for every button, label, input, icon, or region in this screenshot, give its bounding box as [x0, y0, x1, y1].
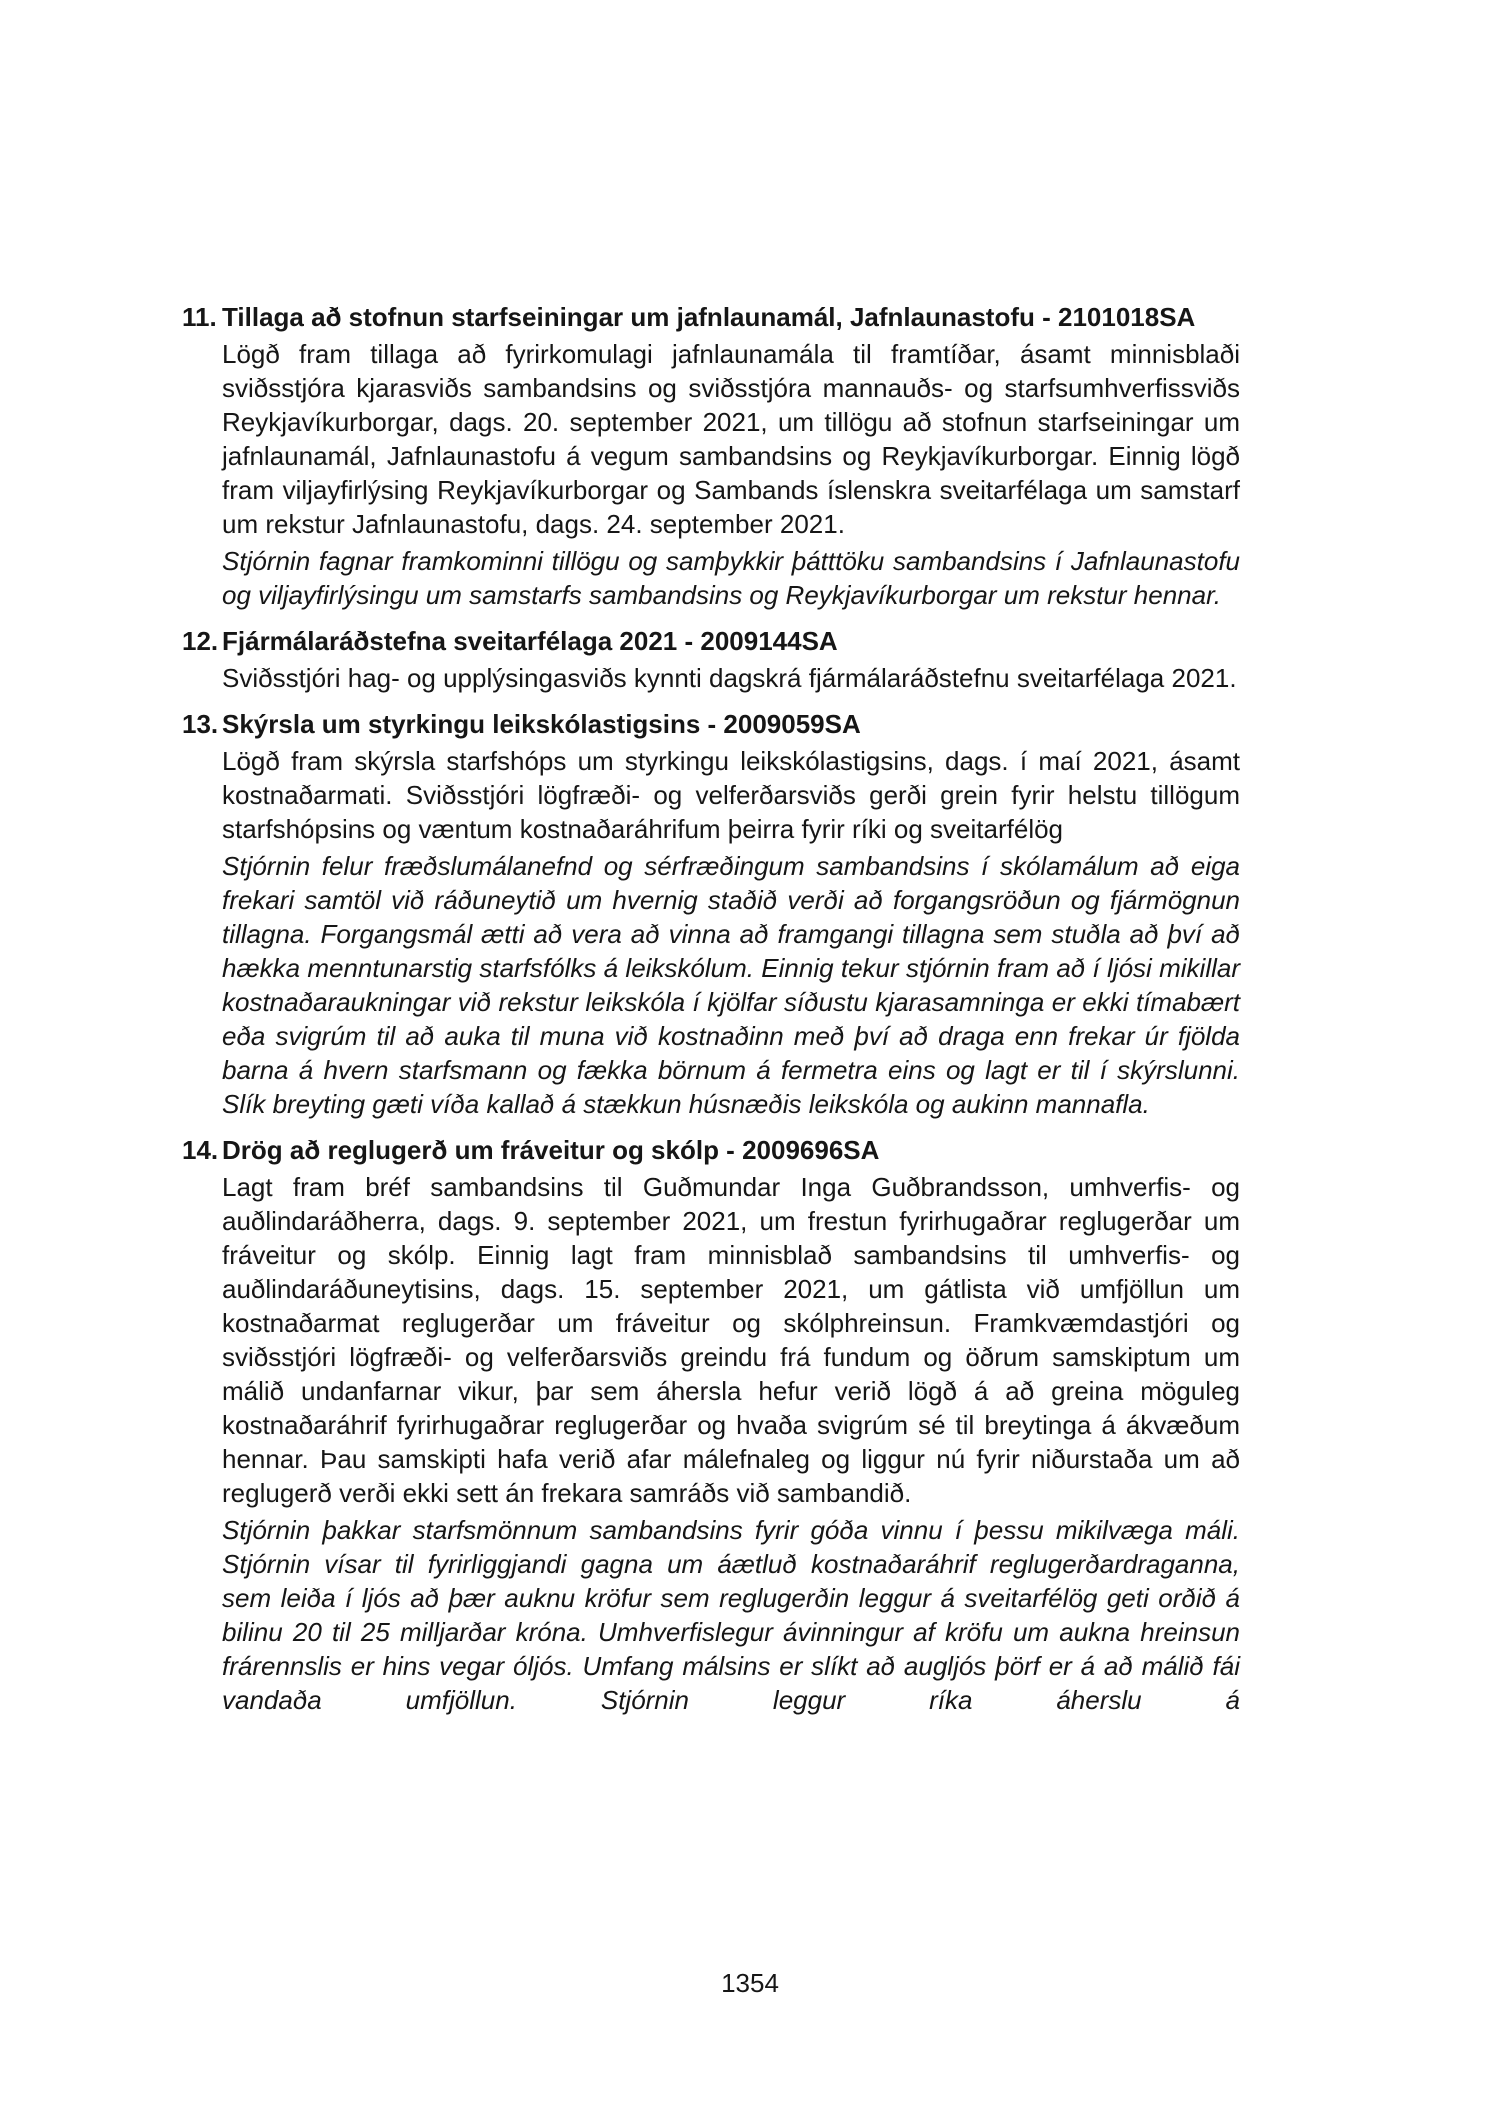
page-number: 1354 — [721, 1968, 779, 1998]
agenda-item-body: Lögð fram tillaga að fyrirkomulagi jafnlaunamála til framtíðar, ásamt minnisblaði sviðsstjóra kjarasviðs sambandsins og sviðsstjóra mannauðs- og starfsumhverfissviðs Reykjavíkurborgar, dags. 20. september 2021, um tillögu að stofnun starfseiningar um jafnlaunamál, Jafnlaunastofu á vegum sambandsins og Reykjavíkurborgar. Einnig lögð fram viljayfirlýsing Reykjavíkurborgar og Sambands íslenskra sveitarfélaga um samstarf um rekstur Jafnlaunastofu, dags. 24. september 2021. — [222, 339, 1240, 539]
agenda-item-resolution: Stjórnin felur fræðslumálanefnd og sérfræðingum sambandsins í skólamálum að eiga frekari samtöl við ráðuneytið um hvernig staðið verði að forgangsröðun og fjármögnun tillagna. Forgangsmál ætti að vera að vinna að framgangi tillagna sem stuðla að því að hækka menntunarstig starfsfólks á leikskólum. Einnig tekur stjórnin fram að í ljósi mikillar kostnaðaraukningar við rekstur leikskóla í kjölfar síðustu kjarasamninga er ekki tímabært eða svigrúm til að auka til muna við kostnaðinn með því að draga enn frekar úr fjölda barna á hvern starfsmann og fækka börnum á fermetra eins og lagt er til í skýrslunni. Slík breyting gæti víða kallað á stækkun húsnæðis leikskóla og aukinn mannafla. — [222, 851, 1240, 1119]
agenda-item-11 — [182, 300, 1240, 612]
agenda-item-body: Sviðsstjóri hag- og upplýsingasviðs kynnti dagskrá fjármálaráðstefnu sveitarfélaga 2021. — [222, 663, 1237, 693]
agenda-item-title: Skýrsla um styrkingu leikskólastigsins - 2009059SA — [222, 709, 861, 739]
agenda-item-13-heading — [182, 707, 1240, 741]
agenda-item-title: Drög að reglugerð um fráveitur og skólp - 2009696SA — [222, 1135, 880, 1165]
agenda-item-title: Tillaga að stofnun starfseiningar um jafnlaunamál, Jafnlaunastofu - 2101018SA — [222, 302, 1196, 332]
agenda-item-number: 11. — [182, 302, 217, 332]
agenda-item-number: 14. — [182, 1135, 219, 1165]
agenda-item-13 — [182, 707, 1240, 1121]
agenda-item-title: Fjármálaráðstefna sveitarfélaga 2021 - 2009144SA — [222, 626, 838, 656]
agenda-item-resolution: Stjórnin þakkar starfsmönnum sambandsins fyrir góða vinnu í þessu mikilvæga máli. Stjórnin vísar til fyrirliggjandi gagna um áætluð kostnaðaráhrif reglugerðardraganna, sem leiða í ljós að þær auknu kröfur sem reglugerðin leggur á sveitarfélög geti orðið á bilinu 20 til 25 milljarðar króna. Umhverfislegur ávinningur af kröfu um aukna hreinsun frárennslis er hins vegar óljós. Umfang málsins er slíkt að augljós þörf er á að málið fái vandaða umfjöllun. Stjórnin leggur ríka áherslu á — [222, 1515, 1240, 1715]
agenda-item-12 — [182, 624, 1240, 695]
agenda-item-14-heading — [182, 1133, 1240, 1167]
agenda-item-14 — [182, 1133, 1240, 1717]
agenda-item-12-heading — [182, 624, 1240, 658]
agenda-item-number: 12. — [182, 626, 219, 656]
agenda-item-body: Lögð fram skýrsla starfshóps um styrkingu leikskólastigsins, dags. í maí 2021, ásamt kostnaðarmati. Sviðsstjóri lögfræði- og velferðarsviðs gerði grein fyrir helstu tillögum starfshópsins og væntum kostnaðaráhrifum þeirra fyrir ríki og sveitarfélög — [222, 746, 1240, 844]
agenda-item-body: Lagt fram bréf sambandsins til Guðmundar Inga Guðbrandsson, umhverfis- og auðlindaráðherra, dags. 9. september 2021, um frestun fyrirhugaðrar reglugerðar um fráveitur og skólp. Einnig lagt fram minnisblað sambandsins til umhverfis- og auðlindaráðuneytisins, dags. 15. september 2021, um gátlista við umfjöllun um kostnaðarmat reglugerðar um fráveitur og skólphreinsun. Framkvæmdastjóri og sviðsstjóri lögfræði- og velferðarsviðs greindu frá fundum og öðrum samskiptum um málið undanfarnar vikur, þar sem áhersla hefur verið lögð á að greina möguleg kostnaðaráhrif fyrirhugaðrar reglugerðar og hvaða svigrúm sé til breytinga á ákvæðum hennar. Þau samskipti hafa verið afar málefnaleg og liggur nú fyrir niðurstaða um að reglugerð verði ekki sett án frekara samráðs við sambandið. — [222, 1172, 1240, 1508]
agenda-item-11-heading — [182, 300, 1240, 334]
agenda-item-resolution: Stjórnin fagnar framkominni tillögu og samþykkir þátttöku sambandsins í Jafnlaunastofu og viljayfirlýsingu um samstarfs sambandsins og Reykjavíkurborgar um rekstur hennar. — [222, 546, 1240, 610]
agenda-item-number: 13. — [182, 709, 219, 739]
